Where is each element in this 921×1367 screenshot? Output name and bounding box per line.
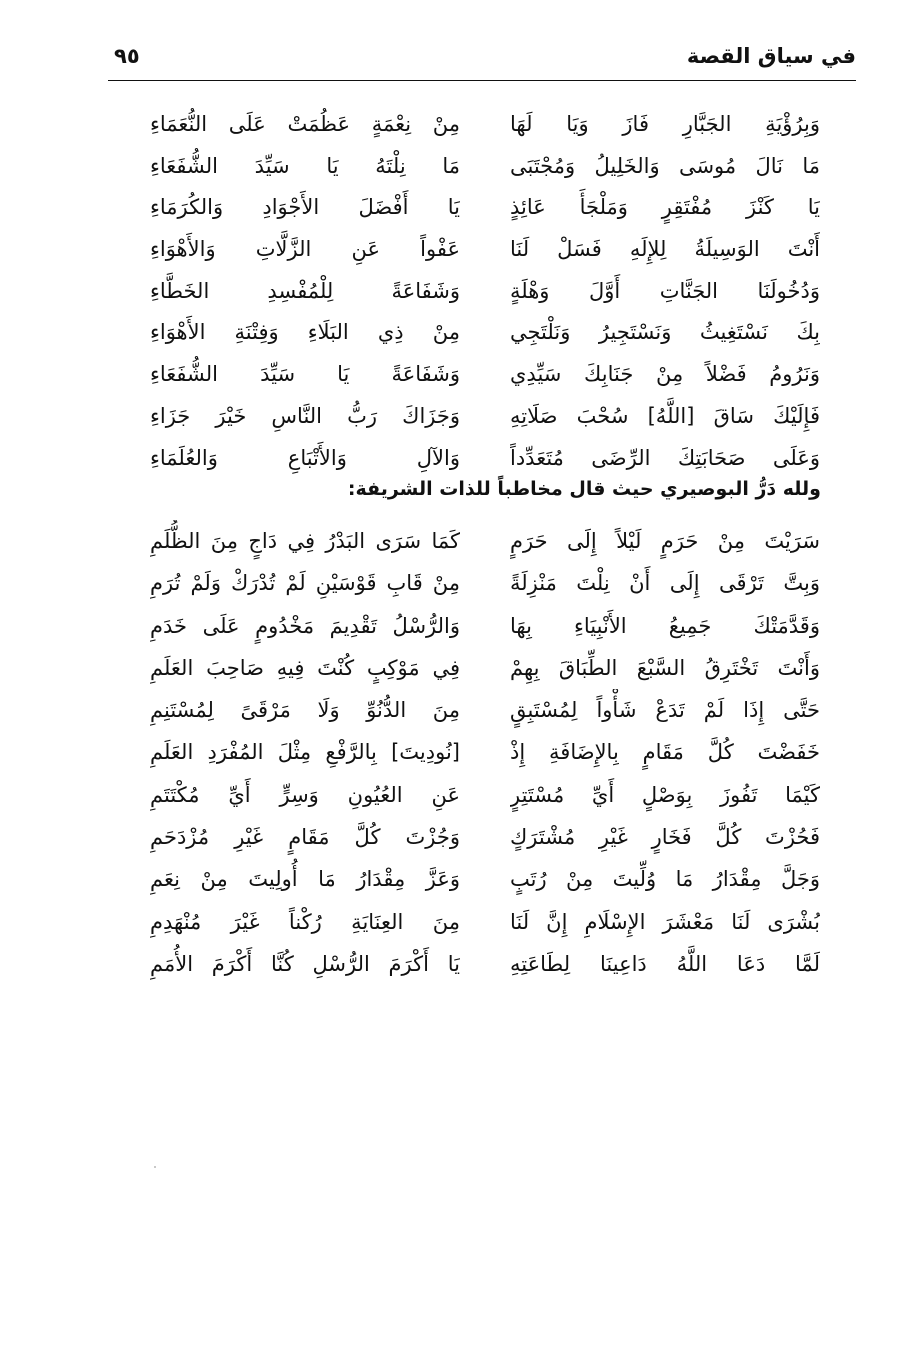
- second-hemistich: عَفْواً عَنِ الزَّلَّاتِ وَالأَهْوَاءِ: [150, 237, 460, 262]
- verse: [150, 104, 820, 146]
- first-hemistich: سَرَيْتَ مِنْ حَرَمٍ لَيْلاً إِلَى حَرَمٍ: [510, 529, 820, 553]
- first-hemistich: وَبِرُؤْيَةِ الجَبَّارِ فَازَ وَيَا لَهَا: [510, 112, 820, 136]
- second-hemistich: وَجُزْتَ كُلَّ مَقَامٍ غَيْرِ مُزْدَحَمِ: [150, 825, 460, 850]
- first-hemistich: وَعَلَى صَحَابَتِكَ الرِّضَى مُتَعَدِّداً: [510, 445, 820, 470]
- first-hemistich: مَا نَالَ مُوسَى وَالخَلِيلُ وَمُجْتَبَى: [510, 153, 820, 178]
- first-hemistich: وَقَدَّمَتْكَ جَمِيعُ الأَنْبِيَاءِ بِهَا: [510, 613, 820, 638]
- verse: [150, 774, 820, 816]
- first-hemistich: وَدُخُولَنَا الجَنَّاتِ أَوَّلَ وَهْلَةٍ: [510, 278, 820, 303]
- verse: [150, 396, 820, 438]
- verse: [150, 943, 820, 985]
- second-hemistich: يَا أَفْضَلَ الأَجْوَادِ وَالكُرَمَاءِ: [150, 195, 460, 220]
- second-hemistich: فِي مَوْكِبٍ كُنْتَ فِيهِ صَاحِبَ العَلَمِ: [150, 655, 460, 680]
- second-hemistich: وَالرُّسْلُ تَقْدِيمَ مَخْدُومٍ عَلَى خَدَمِ: [150, 613, 460, 638]
- verse: [150, 901, 820, 943]
- scan-speck: [154, 1166, 156, 1168]
- verse: [150, 271, 820, 313]
- second-hemistich: وَعَزَّ مِقْدَارُ مَا أُولِيتَ مِنْ نِعَمِ: [150, 867, 460, 892]
- page-header: [108, 40, 856, 80]
- verse: [150, 312, 820, 354]
- second-hemistich: مِنَ العِنَايَةِ رُكْناً غَيْرَ مُنْهَدِمِ: [150, 909, 460, 934]
- first-hemistich: حَتَّى إِذَا لَمْ تَدَعْ شَأْواً لِمُسْتَبِقٍ: [510, 698, 820, 723]
- verse: [150, 605, 820, 647]
- second-hemistich: وَجَزَاكَ رَبُّ النَّاسِ خَيْرَ جَزَاءِ: [150, 403, 460, 428]
- first-hemistich: يَا كَنْزَ مُفْتَقِرٍ وَمَلْجَأَ عَائِذٍ: [510, 195, 820, 220]
- first-hemistich: بُشْرَى لَنَا مَعْشَرَ الإِسْلَامِ إِنَّ لَنَا: [510, 909, 820, 934]
- second-hemistich: مِنْ قَابِ قَوْسَيْنِ لَمْ تُدْرَكْ وَلَمْ تُرَمِ: [150, 571, 460, 596]
- verse: [150, 731, 820, 773]
- verse: [150, 520, 820, 562]
- first-hemistich: خَفَضْتَ كُلَّ مَقَامٍ بِالإِضَافَةِ إِذْ: [510, 740, 820, 765]
- first-hemistich: لَمَّا دَعَا اللَّهُ دَاعِينَا لِطَاعَتِهِ: [510, 951, 820, 976]
- first-hemistich: وَأَنْتَ تَخْتَرِقُ السَّبْعَ الطِّبَاقَ بِهِمْ: [510, 655, 820, 680]
- verse: [150, 187, 820, 229]
- intro-line: ولله دَرُّ البوصيري حيث قال مخاطباً للذات الشريفة:: [347, 478, 821, 500]
- second-hemistich: وَشَفَاعَةً يَا سَيِّدَ الشُّفَعَاءِ: [150, 362, 460, 387]
- first-hemistich: فَحُزْتَ كُلَّ فَخَارٍ غَيْرِ مُشْتَرَكٍ: [510, 825, 820, 850]
- first-hemistich: كَيْمَا تَفُوزَ بِوَصْلٍ أَيِّ مُسْتَتِرٍ: [510, 782, 820, 807]
- verse: [150, 438, 820, 480]
- first-hemistich: وَجَلَّ مِقْدَارُ مَا وُلِّيتَ مِنْ رُتَبٍ: [510, 867, 820, 892]
- second-hemistich: مِنَ الدُّنُوِّ وَلَا مَرْقَىً لِمُسْتَنِمِ: [150, 698, 460, 723]
- second-hemistich: يَا أَكْرَمَ الرُّسْلِ كُنَّا أَكْرَمَ الأُمَمِ: [150, 951, 460, 976]
- second-hemistich: مِنْ نِعْمَةٍ عَظُمَتْ عَلَى النُّعَمَاءِ: [150, 112, 460, 136]
- first-hemistich: بِكَ نَسْتَغِيثُ وَنَسْتَجِيرُ وَنَلْتَجِي: [510, 320, 820, 345]
- second-hemistich: وَالآلِ وَالأَتْبَاعِ وَالعُلَمَاءِ: [150, 445, 460, 470]
- running-head-title: في سياق القصة: [686, 44, 856, 68]
- poem-two: [150, 520, 820, 985]
- header-rule: [108, 80, 856, 81]
- verse: [150, 816, 820, 858]
- verse: [150, 858, 820, 900]
- verse: [150, 354, 820, 396]
- verse: [150, 146, 820, 188]
- second-hemistich: [نُودِيتَ] بِالرَّفْعِ مِثْلَ المُفْرَدِ العَلَمِ: [150, 740, 460, 765]
- verse: [150, 229, 820, 271]
- first-hemistich: وَنَرُومُ فَضْلاً مِنْ جَنَابِكَ سَيِّدِي: [510, 362, 820, 387]
- first-hemistich: أَنْتَ الوَسِيلَةُ لِلإِلَهِ فَسَلْ لَنَا: [510, 237, 820, 262]
- second-hemistich: مِنْ ذِي البَلَاءِ وَفِتْنَةِ الأَهْوَاءِ: [150, 320, 460, 345]
- second-hemistich: مَا نِلْتَهُ يَا سَيِّدَ الشُّفَعَاءِ: [150, 153, 460, 178]
- second-hemistich: عَنِ العُيُونِ وَسِرٍّ أَيِّ مُكْتَتَمِ: [150, 782, 460, 807]
- verse: [150, 689, 820, 731]
- poem-one: [150, 104, 820, 479]
- verse: [150, 647, 820, 689]
- page-number: ٩٥: [114, 44, 140, 68]
- second-hemistich: كَمَا سَرَى البَدْرُ فِي دَاجٍ مِنَ الظُّلَمِ: [150, 529, 460, 553]
- verse: [150, 562, 820, 604]
- second-hemistich: وَشَفَاعَةً لِلْمُفْسِدِ الخَطَّاءِ: [150, 278, 460, 303]
- first-hemistich: وَبِتَّ تَرْقَى إِلَى أَنْ نِلْتَ مَنْزِلَةً: [510, 571, 820, 596]
- first-hemistich: فَإِلَيْكَ سَاقَ [اللَّهُ] سُحْبَ صَلَاتِهِ: [510, 403, 820, 428]
